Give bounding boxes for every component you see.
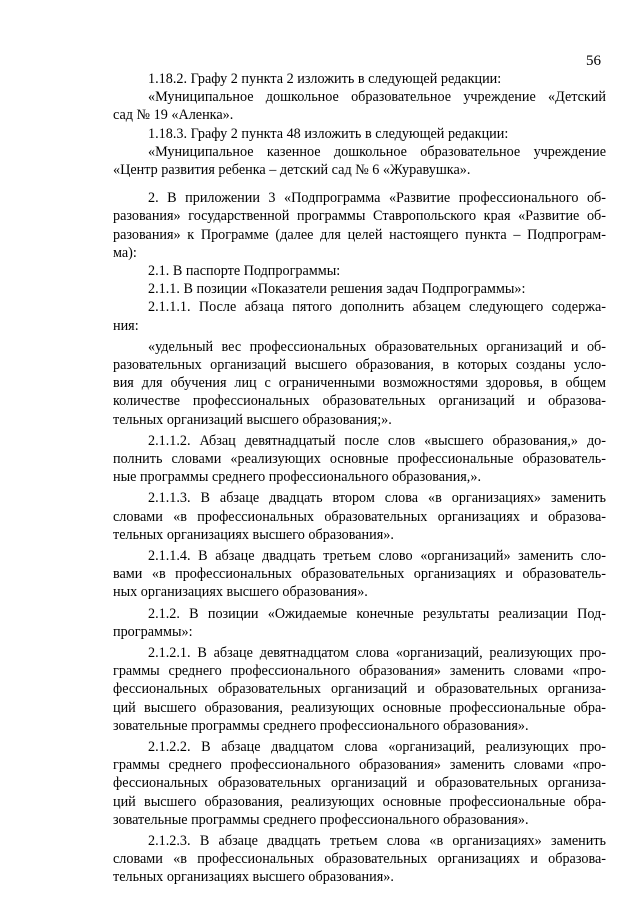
text-line: «удельный вес профессиональных образовательных организаций и об-: [148, 339, 606, 355]
text-line: ния:: [113, 318, 139, 334]
text-line: зовательные программы среднего профессионального образования».: [113, 812, 529, 828]
text-line: «Муниципальное дошкольное образовательное учреждение «Детский: [148, 89, 606, 105]
text-line: количестве профессиональных образовательных организаций и образова-: [113, 393, 606, 409]
text-line: граммы среднего профессионального образования» заменить словами «про-: [113, 757, 606, 773]
text-line: ций высшего образования, реализующих основные профессиональные обра-: [113, 794, 606, 810]
text-line: 2.1.2.1. В абзаце девятнадцатом слова «организаций, реализующих про-: [148, 645, 606, 661]
text-line: 2.1.1. В позиции «Показатели решения задач Подпрограммы»:: [148, 281, 526, 297]
text-line: 2.1.1.4. В абзаце двадцать третьем слово «организаций» заменить сло-: [148, 548, 606, 564]
text-line: фессиональных образовательных организаций и образовательных организа-: [113, 775, 606, 791]
text-line: 1.18.2. Графу 2 пункта 2 изложить в следующей редакции:: [148, 71, 502, 87]
text-line: разования» к Программе (далее для целей настоящего пункта – Подпрограм-: [113, 227, 606, 243]
text-line: фессиональных образовательных организаций и образовательных организа-: [113, 681, 606, 697]
text-line: 2.1.1.1. После абзаца пятого дополнить абзацем следующего содержа-: [148, 299, 606, 315]
text-line: тельных организаций высшего образования;».: [113, 412, 392, 428]
text-line: «Муниципальное казенное дошкольное образовательное учреждение: [148, 144, 606, 160]
text-line: ма):: [113, 245, 137, 261]
text-line: 2.1.1.2. Абзац девятнадцатый после слов «высшего образования,» до-: [148, 433, 606, 449]
text-line: 1.18.3. Графу 2 пункта 48 изложить в следующей редакции:: [148, 126, 509, 142]
text-line: вия для обучения лиц с ограниченными возможностями здоровья, в общем: [113, 375, 606, 391]
text-line: программы»:: [113, 624, 193, 640]
text-line: 2.1. В паспорте Подпрограммы:: [148, 263, 341, 279]
text-line: разовательных организаций высшего образования, в которых созданы усло-: [113, 357, 606, 373]
text-line: 2.1.1.3. В абзаце двадцать втором слова «в организациях» заменить: [148, 490, 606, 506]
text-line: 2.1.2. В позиции «Ожидаемые конечные результаты реализации Под-: [148, 606, 606, 622]
text-line: «Центр развития ребенка – детский сад № 6 «Журавушка».: [113, 162, 471, 178]
text-line: 2. В приложении 3 «Подпрограмма «Развитие профессионального об-: [148, 190, 606, 206]
text-line: зовательные программы среднего профессионального образования».: [113, 718, 529, 734]
text-line: ные программы среднего профессионального образования,».: [113, 469, 481, 485]
text-line: разования» государственной программы Ставропольского края «Развитие об-: [113, 208, 606, 224]
text-line: словами «в профессиональных образовательных организациях и образова-: [113, 509, 606, 525]
page-number: 56: [586, 53, 601, 69]
text-line: 2.1.2.2. В абзаце двадцатом слова «организаций, реализующих про-: [148, 739, 606, 755]
text-line: словами «в профессиональных образовательных организациях и образова-: [113, 851, 606, 867]
text-line: ций высшего образования, реализующих основные профессиональные обра-: [113, 700, 606, 716]
text-line: граммы среднего профессионального образования» заменить словами «про-: [113, 663, 606, 679]
text-line: ных организациях высшего образования».: [113, 584, 368, 600]
text-line: 2.1.2.3. В абзаце двадцать третьем слова «в организациях» заменить: [148, 833, 606, 849]
text-line: сад № 19 «Аленка».: [113, 107, 234, 123]
text-line: вами «в профессиональных образовательных организациях и образователь-: [113, 566, 606, 582]
text-line: тельных организациях высшего образования».: [113, 527, 394, 543]
text-line: тельных организациях высшего образования».: [113, 869, 394, 885]
text-line: полнить словами «реализующих основные профессиональные образователь-: [113, 451, 606, 467]
